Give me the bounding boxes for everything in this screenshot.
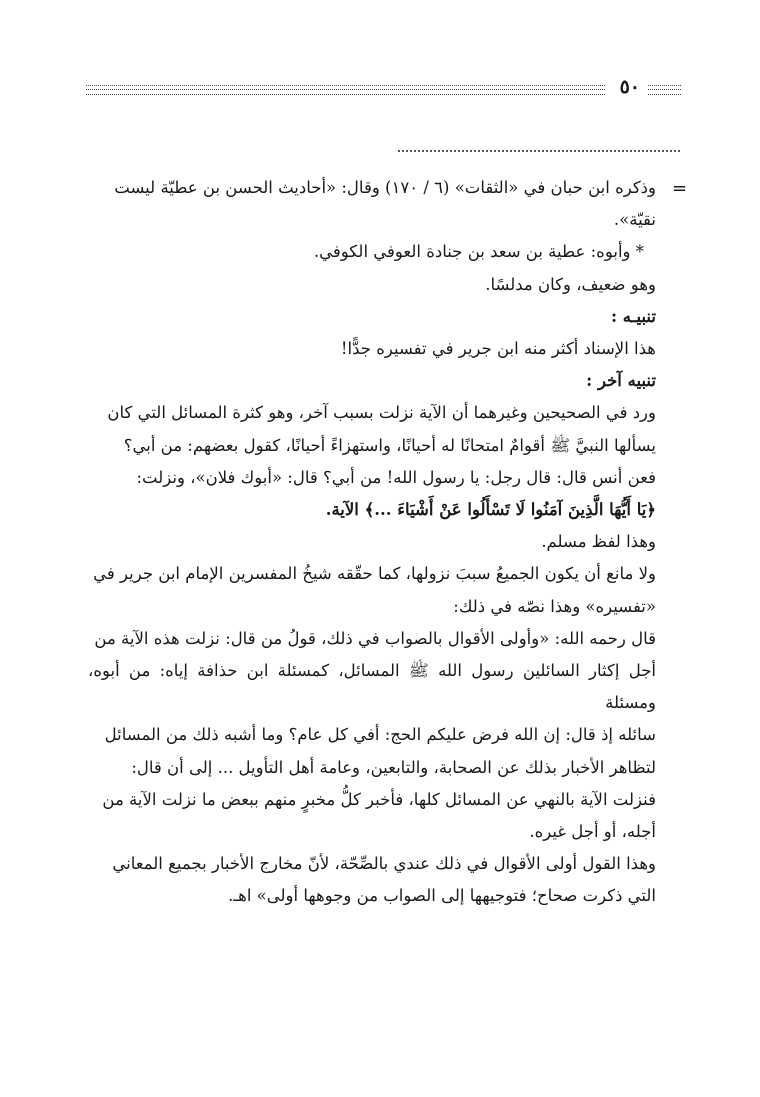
quran-verse: ﴿يَا أَيُّهَا الَّذِينَ آمَنُوا لَا تَسْأَلُوا عَنْ أَشْيَاءَ ...﴾ الآية. [325,500,656,520]
text-line: فنزلت الآية بالنهي عن المسائل كلها، فأخبر كلُّ مخبرٍ منهم ببعض ما نزلت الآية من [102,789,656,809]
section-heading: تنبيـه : [610,306,656,326]
page-number: ٥٠ [619,76,640,98]
header-rule-long [86,84,606,96]
header-rule-short [648,84,682,96]
text-line: ولا مانع أن يكون الجميعُ سببَ نزولها، كما حقّقه شيخُ المفسرين الإمام ابن جرير في [93,564,656,584]
text-line: ورد في الصحيحين وغيرهما أن الآية نزلت بسبب آخر، وهو كثرة المسائل التي كان [107,403,656,423]
text-line: أجله، أو أجل غيره. [529,822,656,842]
text-line: * وأبوه: عطية بن سعد بن جنادة العوفي الكوفي. [313,242,644,262]
text-line: قال رحمه الله: «وأولى الأقوال بالصواب في ذلك، قولُ من قال: نزلت هذه الآية من [94,628,656,648]
text-line: وهذا لفظ مسلم. [541,532,656,552]
text-line: هذا الإسناد أكثر منه ابن جرير في تفسيره جدًّا! [340,339,656,359]
text-line: وهو ضعيف، وكان مدلسًا. [485,274,656,294]
section-heading: تنبيه آخر : [586,371,656,391]
page-header [86,78,682,102]
text-line: التي ذكرت صحاح؛ فتوجيهها إلى الصواب من وجوهها أولى» اهـ. [228,886,656,906]
footnote-continuation-mark: = [672,178,688,199]
text-line: أجل إكثار السائلين رسول الله ﷺ المسائل، كمسئلة ابن حذافة إياه: من أبوه، ومسئلة [88,661,656,713]
footnote-body [88,172,656,913]
text-line: يسألها النبيَّ ﷺ أقوامٌ امتحانًا له أحيانًا، واستهزاءً أحيانًا، كقول بعضهم: من أبي؟ [123,435,656,455]
footnote-separator [398,150,680,152]
text-line: نقيّة». [613,210,656,230]
text-line: «تفسيره» وهذا نصّه في ذلك: [453,596,656,616]
text-line: وهذا القول أولى الأقوال في ذلك عندي بالصِّحّة، لأنّ مخارج الأخبار بجميع المعاني [112,854,656,874]
text-line: وذكره ابن حبان في «الثقات» (٦ / ١٧٠) وقال: «أحاديث الحسن بن عطيّة ليست [114,178,656,197]
text-line: سائله إذ قال: إن الله فرض عليكم الحج: أفي كل عام؟ وما أشبه ذلك من المسائل [104,725,656,745]
text-line: فعن أنس قال: قال رجل: يا رسول الله! من أبي؟ قال: «أبوك فلان»، ونزلت: [136,467,656,487]
text-line: لتظاهر الأخبار بذلك عن الصحابة، والتابعين، وعامة أهل التأويل ... إلى أن قال: [131,757,656,777]
